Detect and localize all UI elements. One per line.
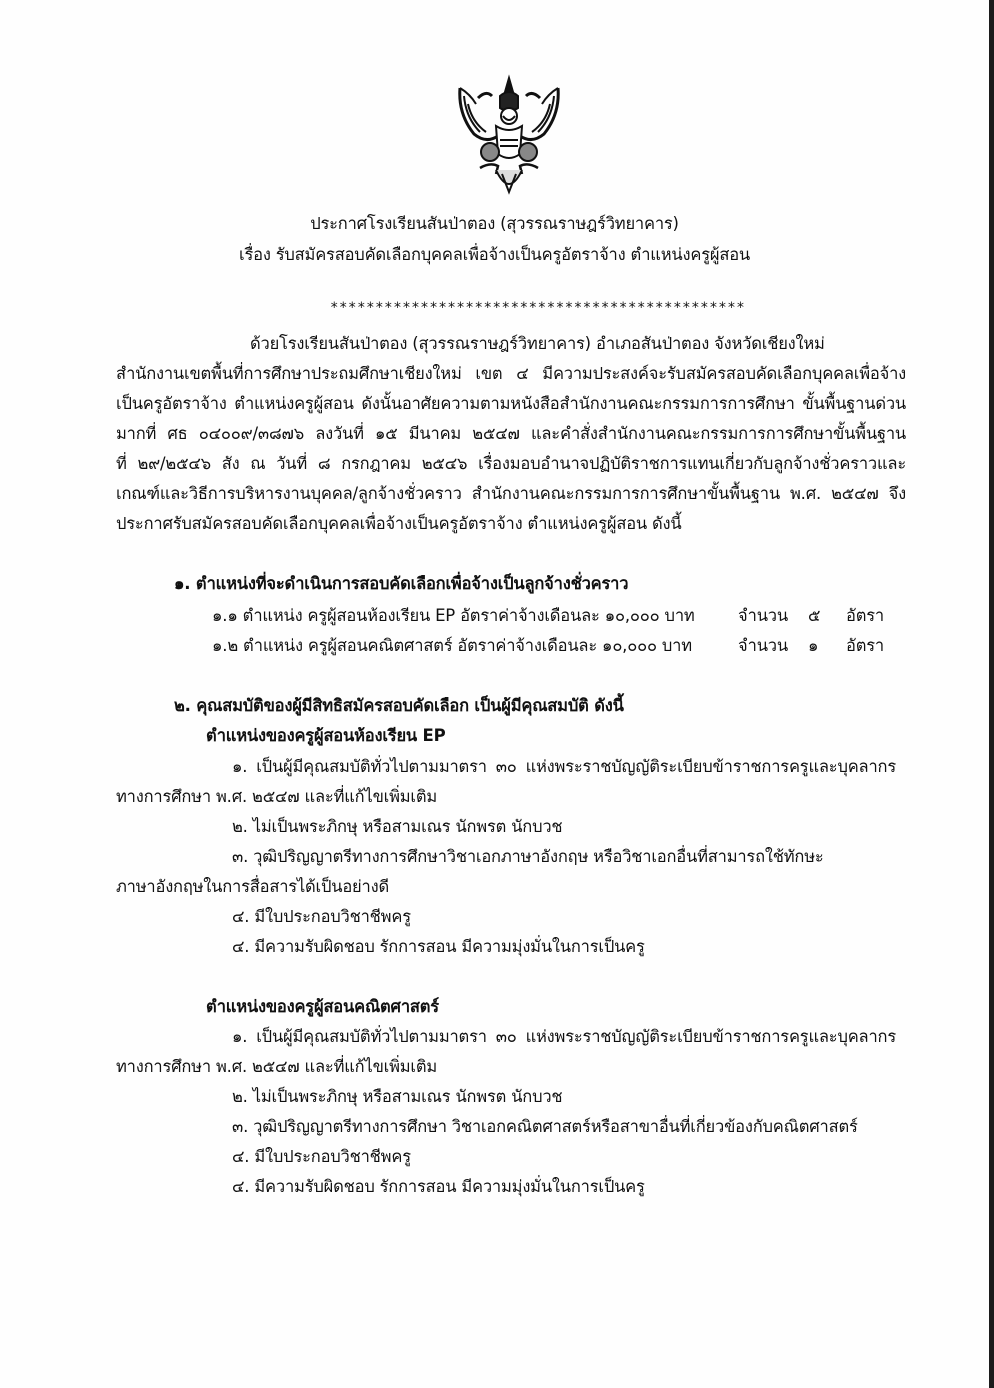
math-qualification-item: ๔. มีใบประกอบวิชาชีพครู — [232, 1147, 411, 1166]
intro-line: สำนักงานเขตพื้นที่การศึกษาประถมศึกษาเชียงใหม่ เขต ๔ มีความประสงค์จะรับสมัครสอบคัดเลือกบุคคลเพื่อจ้าง — [116, 364, 906, 383]
position-ep-unit: อัตรา — [846, 606, 884, 625]
ep-qualification-item: ๔. มีใบประกอบวิชาชีพครู — [232, 907, 411, 926]
separator: ********************************************** — [330, 300, 746, 316]
intro-line: ที่ ๒๙/๒๕๔๖ สัง ณ วันที่ ๘ กรกฎาคม ๒๕๔๖ เรื่องมอบอำนาจปฏิบัติราชการแทนเกี่ยวกับลูกจ้างชั่วคราวและ — [116, 454, 906, 473]
intro-line: ประกาศรับสมัครสอบคัดเลือกบุคคลเพื่อจ้างเป็นครูอัตราจ้าง ตำแหน่งครูผู้สอน ดังนี้ — [116, 514, 682, 533]
math-qualification-item: ๔. มีความรับผิดชอบ รักการสอน มีความมุ่งมั่นในการเป็นครู — [232, 1177, 645, 1196]
ep-qualifications-heading: ตำแหน่งของครูผู้สอนห้องเรียน EP — [206, 726, 446, 745]
intro-line: เป็นครูอัตราจ้าง ตำแหน่งครูผู้สอน ดังนั้นอาศัยความตามหนังสือสำนักงานคณะกรรมการการศึกษา ขั้นพื้นฐานด่วน — [116, 394, 906, 413]
section1-heading: ๑. ตำแหน่งที่จะดำเนินการสอบคัดเลือกเพื่อจ้างเป็นลูกจ้างชั่วคราว — [174, 574, 629, 593]
position-math-text: ๑.๒ ตำแหน่ง ครูผู้สอนคณิตศาสตร์ อัตราค่าจ้างเดือนละ ๑๐,๐๐๐ บาท — [212, 636, 692, 655]
ep-qualification-item: ๓. วุฒิปริญญาตรีทางการศึกษาวิชาเอกภาษาอังกฤษ หรือวิชาเอกอื่นที่สามารถใช้ทักษะ — [232, 847, 824, 866]
ep-qualification-item: ๒. ไม่เป็นพระภิกษุ หรือสามเณร นักพรต นักบวช — [232, 817, 563, 836]
math-qualification-item: ๑. เป็นผู้มีคุณสมบัติทั่วไปตามมาตรา ๓๐ แห่งพระราชบัญญัติระเบียบข้าราชการครูและบุคลากร — [232, 1027, 896, 1046]
announcement-subject: เรื่อง รับสมัครสอบคัดเลือกบุคคลเพื่อจ้างเป็นครูอัตราจ้าง ตำแหน่งครูผู้สอน — [239, 245, 750, 264]
window-edge — [989, 0, 994, 1388]
intro-line: ด้วยโรงเรียนสันป่าตอง (สุวรรณราษฎร์วิทยาคาร) อำเภอสันป่าตอง จังหวัดเชียงใหม่ — [250, 334, 825, 353]
math-qualification-item: ๓. วุฒิปริญญาตรีทางการศึกษา วิชาเอกคณิตศาสตร์หรือสาขาอื่นที่เกี่ยวข้องกับคณิตศาสตร์ — [232, 1117, 858, 1136]
math-qualification-item: ๒. ไม่เป็นพระภิกษุ หรือสามเณร นักพรต นักบวช — [232, 1087, 563, 1106]
math-qualifications-heading: ตำแหน่งของครูผู้สอนคณิตศาสตร์ — [206, 997, 439, 1016]
position-math-count: ๑ — [808, 636, 819, 655]
ep-qualification-item: ๑. เป็นผู้มีคุณสมบัติทั่วไปตามมาตรา ๓๐ แห่งพระราชบัญญัติระเบียบข้าราชการครูและบุคลากร — [232, 757, 896, 776]
position-math-count-label: จำนวน — [738, 636, 788, 655]
section2-heading: ๒. คุณสมบัติของผู้มีสิทธิสมัครสอบคัดเลือก เป็นผู้มีคุณสมบัติ ดังนี้ — [174, 696, 624, 715]
position-math — [212, 634, 692, 658]
intro-line: มากที่ ศธ ๐๔๐๐๙/๓๘๗๖ ลงวันที่ ๑๕ มีนาคม ๒๕๔๗ และคำสั่งสำนักงานคณะกรรมการการศึกษาขั้นพื้นฐาน — [116, 424, 906, 443]
math-qualification-item: ทางการศึกษา พ.ศ. ๒๕๔๗ และที่แก้ไขเพิ่มเติม — [116, 1057, 438, 1076]
garuda-emblem-icon — [456, 74, 562, 198]
announcement-title: ประกาศโรงเรียนสันป่าตอง (สุวรรณราษฎร์วิทยาคาร) — [310, 214, 679, 233]
ep-qualification-item: ภาษาอังกฤษในการสื่อสารได้เป็นอย่างดี — [116, 877, 389, 896]
intro-line: เกณฑ์และวิธีการบริหารงานบุคคล/ลูกจ้างชั่วคราว สำนักงานคณะกรรมการการศึกษาขั้นพื้นฐาน พ.ศ. ๒๕๔๗ จึง — [116, 484, 906, 503]
position-ep-count: ๕ — [808, 606, 821, 625]
ep-qualification-item: ๔. มีความรับผิดชอบ รักการสอน มีความมุ่งมั่นในการเป็นครู — [232, 937, 645, 956]
position-ep-text: ๑.๑ ตำแหน่ง ครูผู้สอนห้องเรียน EP อัตราค่าจ้างเดือนละ ๑๐,๐๐๐ บาท — [212, 606, 695, 625]
position-ep-count-label: จำนวน — [738, 606, 788, 625]
position-ep — [212, 604, 695, 628]
position-math-unit: อัตรา — [846, 636, 884, 655]
ep-qualification-item: ทางการศึกษา พ.ศ. ๒๕๔๗ และที่แก้ไขเพิ่มเติม — [116, 787, 438, 806]
